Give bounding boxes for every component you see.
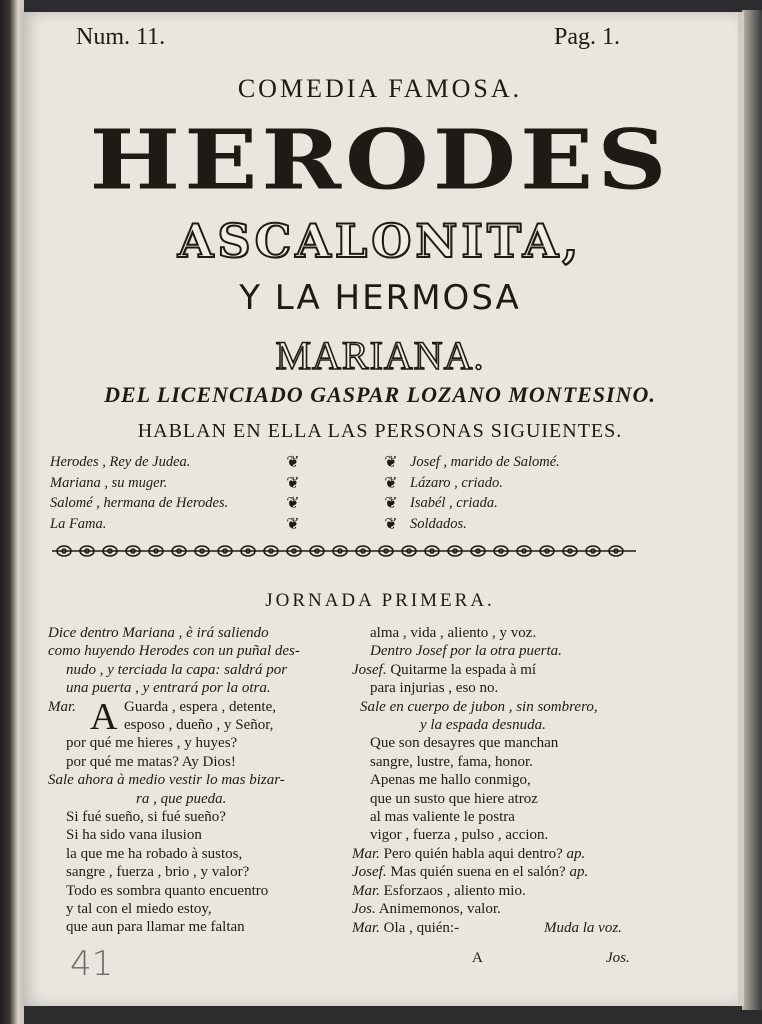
cast-list-right [410, 452, 710, 534]
page-number: Pag. 1. [554, 24, 620, 50]
verse-line: por qué me hieres , y huyes? [66, 735, 238, 752]
page-stack-edge [742, 10, 762, 1010]
act-heading: JORNADA PRIMERA. [265, 590, 495, 611]
dialogue-line [352, 919, 642, 937]
book-page [22, 12, 744, 1006]
title-y-la-hermosa: Y LA HERMOSA [239, 278, 521, 318]
verse-text: Esforzaos , aliento mio. [383, 882, 526, 899]
verse-text: Ola , quién:- [383, 919, 460, 936]
stage-direction: Muda la voz. [544, 919, 622, 936]
dialogue-line [352, 863, 642, 881]
speaker-label: Josef. [352, 661, 387, 678]
stage-direction: Sale ahora à medio vestir lo mas bizar- [48, 772, 285, 789]
speaker-label: Mar. [352, 845, 380, 862]
verse-line: Si fué sueño, si fué sueño? [66, 809, 226, 826]
fleuron-icon: ❦ [286, 452, 300, 471]
fleuron-icon: ❦ [384, 513, 398, 533]
dialogue-line [352, 661, 642, 679]
verse-text: Quitarme la espada à mí [390, 661, 537, 678]
fleuron-icon: ❦ [384, 472, 398, 492]
fleuron-icon: ❦ [384, 452, 398, 471]
dramatis-heading: HABLAN EN ELLA LAS PERSONAS SIGUIENTES. [137, 420, 623, 442]
verse-text: Pero quién habla aqui dentro? [383, 845, 563, 862]
fleuron-icon: ❦ [286, 513, 300, 533]
verse-text: Mas quién suena en el salón? [390, 864, 566, 881]
issue-number: Num. 11. [76, 24, 166, 50]
title-herodes: HERODES [89, 110, 671, 209]
title-ascalonita: ASCALONITA, [177, 214, 583, 268]
verse-line: al mas valiente le postra [370, 809, 515, 826]
stage-direction: una puerta , y entrará por la otra. [66, 680, 271, 697]
stage-direction: nudo , y terciada la capa: saldrá por [66, 661, 288, 678]
fleuron-icon: ❦ [286, 472, 300, 492]
title-mariana: MARIANA. [275, 333, 485, 378]
aside-mark: ap. [566, 845, 586, 862]
cast-item: Josef , marido de Salomé. [410, 454, 560, 470]
verse-line: y tal con el miedo estoy, [66, 901, 212, 918]
verse-line: Todo es sombra quanto encuentro [66, 882, 269, 899]
verse-line: esposo , dueño , y Señor, [124, 717, 274, 734]
verse-text: Animemonos, valor. [378, 901, 501, 918]
cast-item: Mariana , su muger. [50, 474, 168, 491]
verse-line: Si ha sido vana ilusion [66, 827, 202, 844]
verse-line: por qué me matas? Ay Dios! [66, 753, 236, 770]
cast-item: Soldados. [410, 515, 467, 532]
cast-item: Salomé , hermana de Herodes. [50, 495, 229, 511]
dialogue-line [352, 845, 642, 863]
cast-item: Isabél , criada. [410, 495, 498, 511]
verse-line: Que son desayres que manchan [370, 735, 559, 752]
catchword: Jos. [606, 950, 630, 966]
text-column-left [48, 624, 348, 937]
verse-line: vigor , fuerza , pulso , accion. [370, 827, 549, 844]
verse-line: sangre, lustre, fama, honor. [370, 753, 533, 770]
verse-line: sangre , fuerza , brio , y valor? [66, 864, 250, 881]
stage-direction: Sale en cuerpo de jubon , sin sombrero, [360, 698, 598, 715]
signature-mark: A [472, 950, 483, 966]
speaker-label: Mar. [48, 698, 76, 715]
stage-direction: Dentro Josef por la otra puerta. [370, 643, 562, 660]
verse-line: que aun para llamar me faltan [66, 919, 245, 936]
ornament-divider [52, 540, 636, 562]
fleuron-icon: ❦ [286, 493, 300, 512]
stage-direction: Dice dentro Mariana , è irá saliendo [48, 625, 269, 641]
ornament-column-left [280, 452, 306, 534]
stage-direction: como huyendo Herodes con un puñal des- [48, 643, 300, 660]
dialogue-line [352, 882, 642, 900]
stage-direction: ra , que pueda. [136, 790, 227, 807]
speaker-label: Mar. [352, 882, 380, 899]
comedia-heading: COMEDIA FAMOSA. [237, 74, 523, 103]
verse-line: para injurias , eso no. [370, 680, 499, 697]
book-spine-edge [0, 0, 24, 1024]
verse-line: Apenas me hallo conmigo, [370, 772, 531, 789]
ornament-column-right [378, 452, 404, 534]
handwritten-folio-number: 41 [70, 944, 114, 984]
verse-line: que un susto que hiere atroz [370, 790, 538, 807]
speaker-label: Josef. [352, 864, 387, 881]
aside-mark: ap. [569, 864, 589, 881]
stage-direction: y la espada desnuda. [420, 717, 546, 734]
drop-cap: A [90, 695, 118, 738]
cast-item: Herodes , Rey de Judea. [50, 454, 191, 470]
verse-line: alma , vida , aliento , y voz. [370, 625, 537, 641]
text-column-right [352, 624, 642, 937]
cast-item: Lázaro , criado. [410, 474, 503, 491]
cast-item: La Fama. [50, 515, 107, 532]
fleuron-icon: ❦ [384, 493, 398, 512]
author-line: DEL LICENCIADO GASPAR LOZANO MONTESINO. [104, 382, 656, 407]
speaker-label: Mar. [352, 919, 380, 936]
verse-line: la que me ha robado à sustos, [66, 845, 243, 862]
speaker-label: Jos. [352, 901, 376, 918]
cast-list-left [50, 452, 290, 534]
dialogue-line [352, 900, 642, 918]
opening-verse [48, 695, 348, 738]
verse-line: Guarda , espera , detente, [124, 698, 277, 715]
